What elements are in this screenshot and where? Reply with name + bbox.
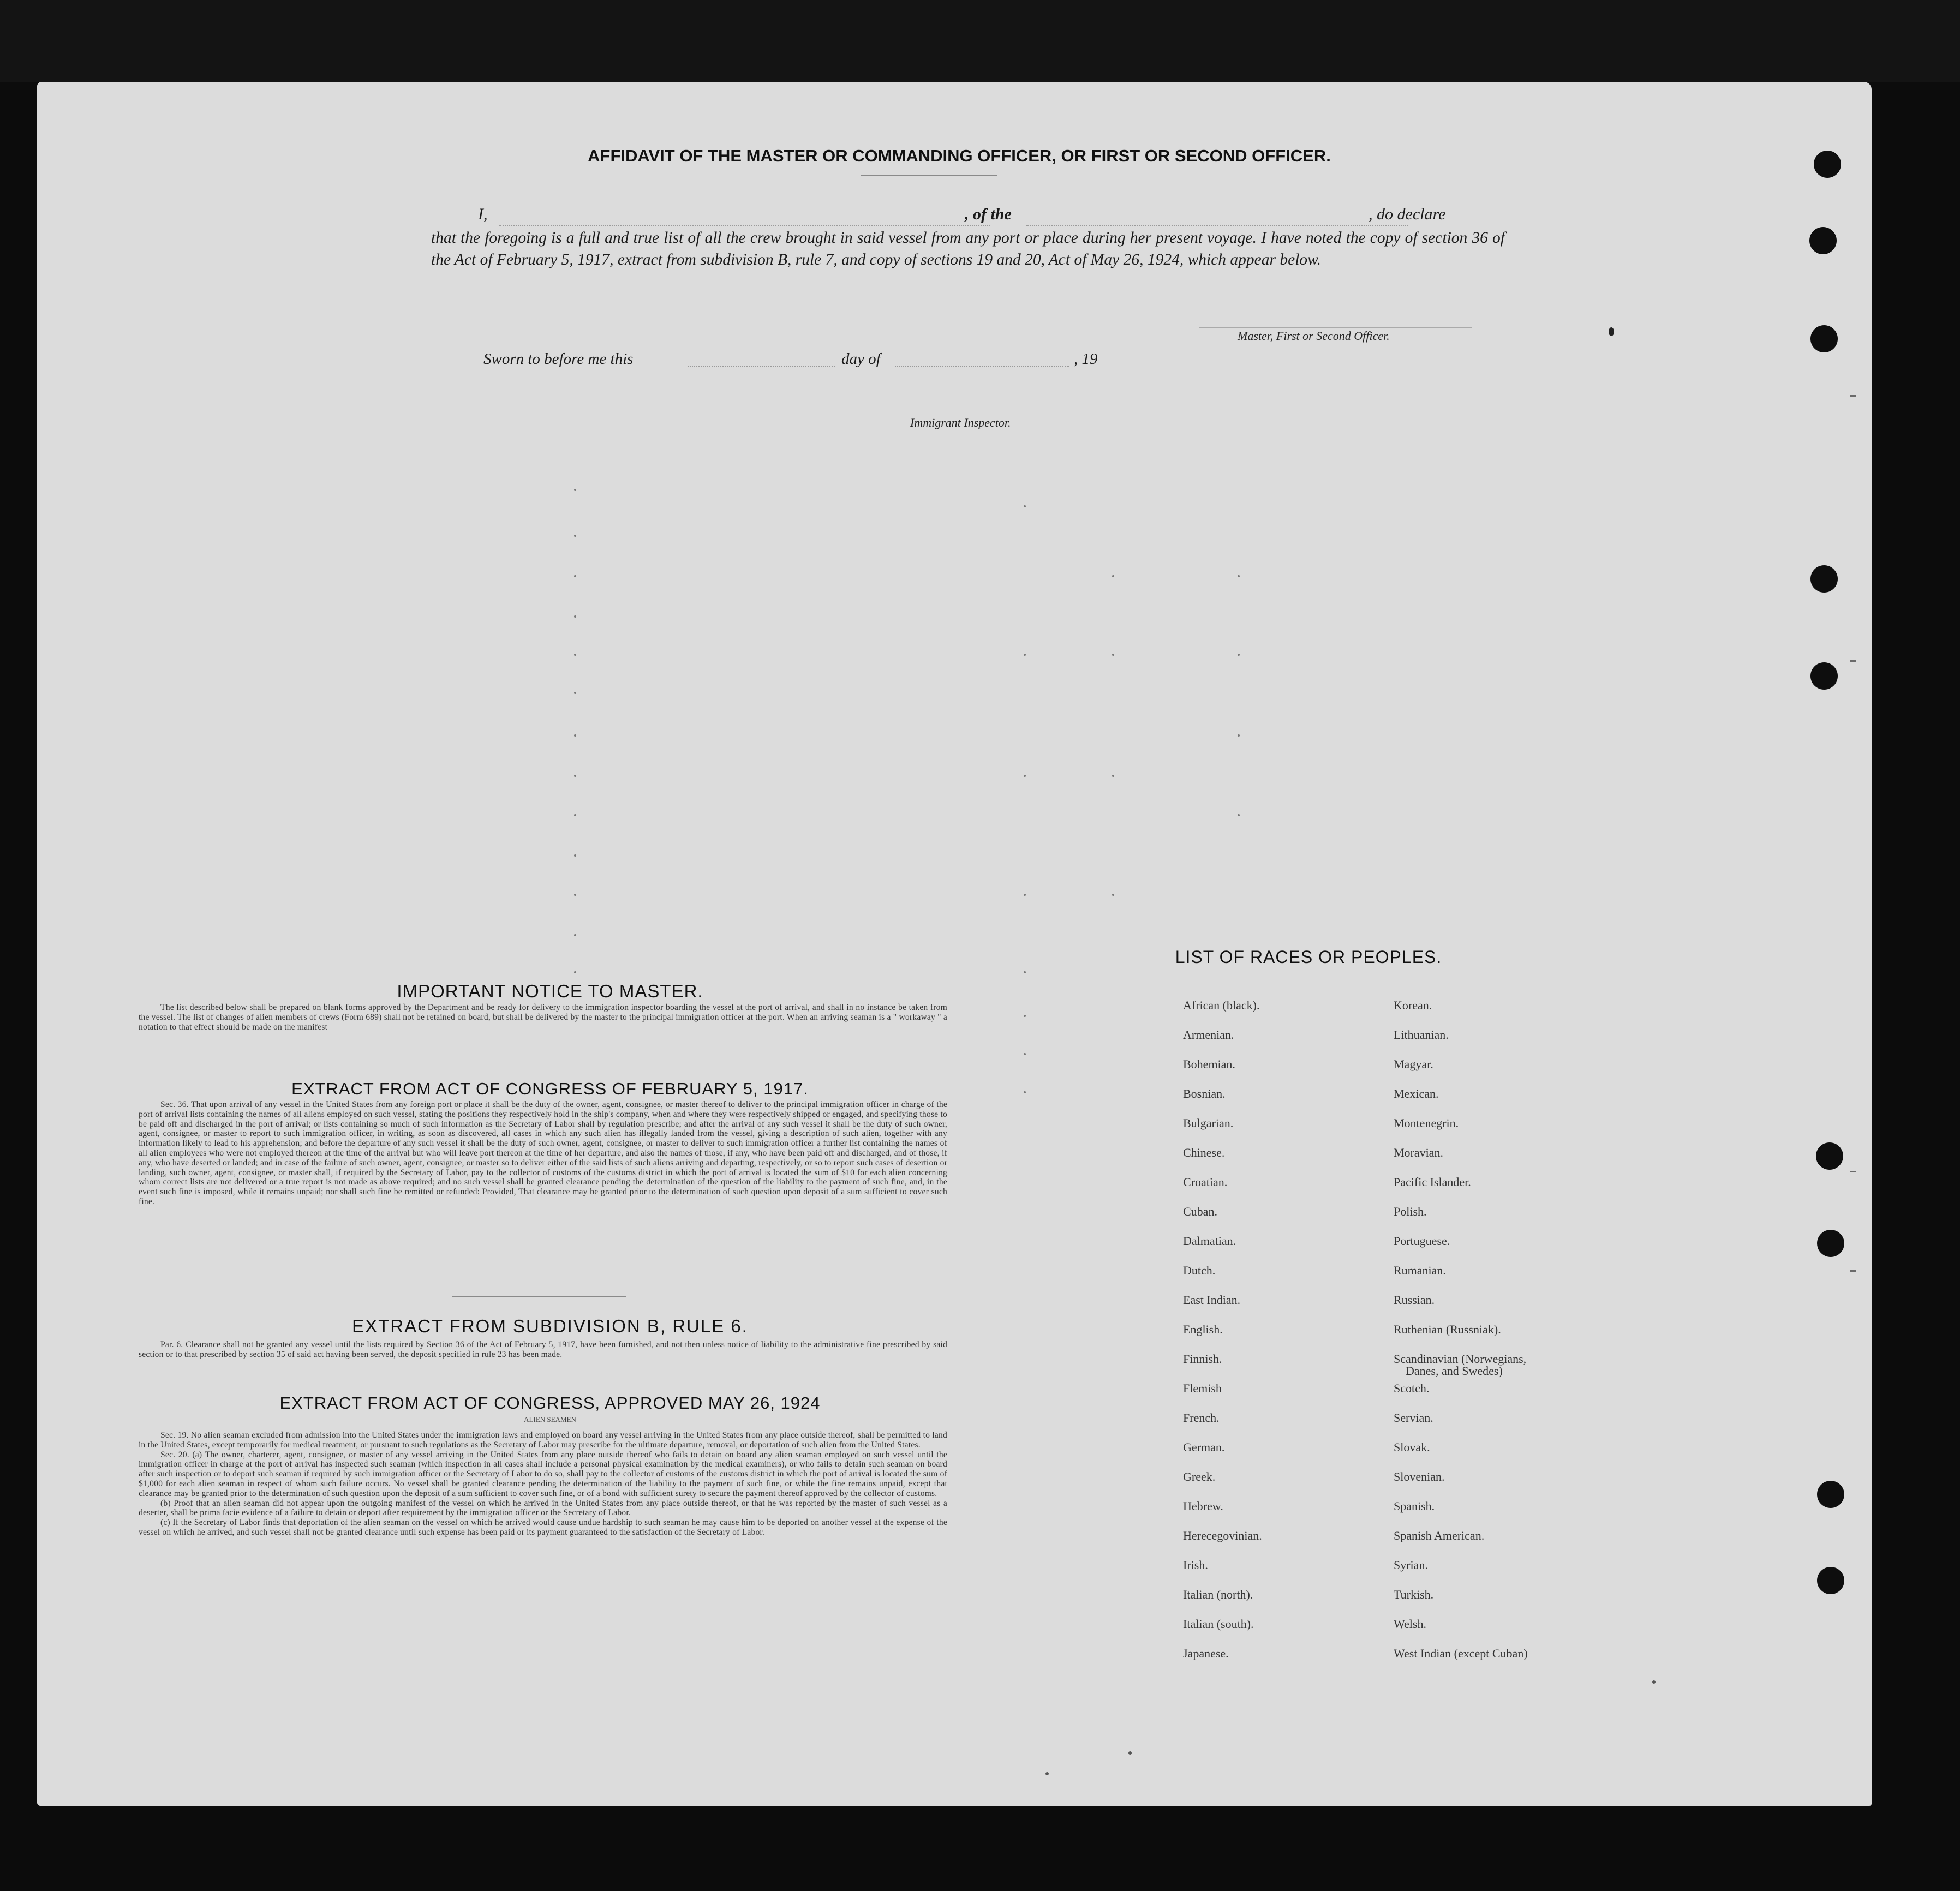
- binder-hole: [1816, 1142, 1843, 1170]
- race-item: Montenegrin.: [1394, 1116, 1459, 1130]
- race-item: Hebrew.: [1183, 1499, 1223, 1513]
- race-item: German.: [1183, 1440, 1225, 1454]
- binder-hole: [1817, 1567, 1844, 1594]
- master-caption: Master, First or Second Officer.: [1238, 329, 1390, 343]
- race-item: Servian.: [1394, 1411, 1433, 1425]
- scan-background: [0, 0, 1960, 82]
- race-item: Dalmatian.: [1183, 1234, 1236, 1248]
- rule6-title: EXTRACT FROM SUBDIVISION B, RULE 6.: [352, 1316, 748, 1336]
- race-item: Chinese.: [1183, 1146, 1225, 1159]
- section-20a-paragraph: Sec. 20. (a) The owner, charterer, agent, consignee, or master of any vessel arriving in the United States from any place outside thereof who fails to detain on board any alien seaman employed on such vessel until the immigration officer in charge at the port of arrival has inspected such seaman (which inspection in all cases shall include a personal physical examination by the medical examiners), or who fails to detain such seaman on board after such inspection or to deport such seaman if required by such immigration officer or the Secretary of Labor to do so, shall pay to the collector of customs of the customs district in which the port of arrival is located the sum of $1,000 for each alien seaman in respect of whom such failure occurs. No vessel shall be granted clearance pending the determination of the liability to the payment of such fine, or while the fine remains unpaid, except that clearance may be granted prior to the determination of such question upon the deposit of a sum sufficient to cover such fine, or of a bond with sufficient surety to secure the payment thereof approved by the collector of customs.: [139, 1450, 947, 1498]
- race-item: French.: [1183, 1411, 1220, 1425]
- race-item: East Indian.: [1183, 1293, 1241, 1307]
- binder-hole: [1817, 1481, 1844, 1508]
- races-left-column: [1183, 1000, 1262, 1677]
- race-item: Moravian.: [1394, 1146, 1444, 1159]
- binder-hole: [1814, 151, 1841, 178]
- affidavit-i: I,: [478, 205, 488, 223]
- race-item: Greek.: [1183, 1470, 1216, 1483]
- day-of-text: day of: [841, 350, 881, 368]
- race-item: Bulgarian.: [1183, 1116, 1234, 1130]
- inspector-caption: Immigrant Inspector.: [910, 416, 1011, 429]
- section-19-paragraph: Sec. 19. No alien seaman excluded from admission into the United States under the immigration laws and employed on board any vessel arriving in the United States from any place outside thereof, shall be permitted to land in the United States, except temporarily for medical treatment, or pursuant to such regulations as the Secretary of Labor may prescribe for the ultimate departure, removal, or deportation of such alien from the United States.: [139, 1431, 947, 1450]
- race-item: Slovak.: [1394, 1440, 1430, 1454]
- section-20b-paragraph: (b) Proof that an alien seaman did not appear upon the outgoing manifest of the vessel on which he arrived in the United States from any place outside thereof, or that he was reported by the master of such vessel as a deserter, shall be prima facie evidence of a failure to detain or deport after requirement by the immigration officer or the Secretary of Labor.: [139, 1498, 947, 1518]
- affidavit-of-the: , of the: [965, 205, 1012, 223]
- race-item: Pacific Islander.: [1394, 1175, 1471, 1189]
- race-item: Finnish.: [1183, 1352, 1222, 1366]
- race-item: Japanese.: [1183, 1647, 1229, 1660]
- notice-text: The list described below shall be prepared on blank forms approved by the Department and be ready for delivery to the immigration inspector boarding the vessel at the port of arrival, and shall in no instance be taken from the vessel. The list of changes of alien members of crews (Form 689) shall not be retained on board, but shall be delivered by the master to the principal immigration officer at the port. When an arriving seaman is a " workaway " a notation to that effect should be made on the manifest: [139, 1003, 947, 1032]
- affidavit-title-rule: [861, 175, 997, 176]
- race-item-continuation: Danes, and Swedes): [1406, 1364, 1503, 1378]
- extract-1917-title: EXTRACT FROM ACT OF CONGRESS OF FEBRUARY 5, 1917.: [291, 1079, 809, 1098]
- race-item: Flemish: [1183, 1381, 1222, 1395]
- race-item: Spanish.: [1394, 1499, 1435, 1513]
- affidavit-body: that the foregoing is a full and true list of all the crew brought in said vessel from any port or place during her present voyage. I have noted the copy of section 36 of the Act of February 5, 1917, extract from subdivision B, rule 7, and copy of sections 19 and 20, Act of May 26, 1924, which appear below.: [431, 229, 1505, 268]
- race-item-label: Scandinavian (Norwegians,: [1394, 1352, 1527, 1366]
- master-name-field[interactable]: [499, 225, 990, 226]
- race-item: Slovenian.: [1394, 1470, 1445, 1483]
- races-title: LIST OF RACES OR PEOPLES.: [1175, 947, 1442, 967]
- binder-hole: [1809, 227, 1837, 254]
- race-item: Bohemian.: [1183, 1057, 1235, 1071]
- extract-1924-text: [139, 1431, 947, 1537]
- affidavit-title: AFFIDAVIT OF THE MASTER OR COMMANDING OFFICER, OR FIRST OR SECOND OFFICER.: [588, 146, 1331, 165]
- extract-1924-subtitle: ALIEN SEAMEN: [524, 1415, 576, 1423]
- race-item: Ruthenian (Russniak).: [1394, 1322, 1501, 1336]
- race-item: African (black).: [1183, 998, 1260, 1012]
- race-item: Magyar.: [1394, 1057, 1433, 1071]
- sworn-day-field[interactable]: [688, 366, 835, 367]
- document-page: [37, 82, 1872, 1806]
- sworn-month-field[interactable]: [895, 366, 1069, 367]
- extract-1924-title: EXTRACT FROM ACT OF CONGRESS, APPROVED MAY 26, 1924: [279, 1393, 821, 1413]
- race-item: Irish.: [1183, 1558, 1208, 1572]
- race-item: Polish.: [1394, 1205, 1427, 1218]
- section-20c-paragraph: (c) If the Secretary of Labor finds that deportation of the alien seaman on the vessel on which he arrived would cause undue hardship to such seaman he may cause him to be deported on another vessel at the expense of the vessel on which he arrived, and such vessel shall not be granted clearance until such expense has been paid or its payment guaranteed to the satisfaction of the Secretary of Labor.: [139, 1518, 947, 1537]
- race-item: Herecegovinian.: [1183, 1529, 1262, 1542]
- race-item: Armenian.: [1183, 1028, 1234, 1042]
- sworn-text: Sworn to before me this: [483, 350, 634, 368]
- binder-hole: [1810, 325, 1838, 352]
- race-item: Rumanian.: [1394, 1264, 1446, 1277]
- race-item: Lithuanian.: [1394, 1028, 1449, 1042]
- race-item: Mexican.: [1394, 1087, 1439, 1100]
- race-item: Scotch.: [1394, 1381, 1430, 1395]
- race-item: Turkish.: [1394, 1588, 1434, 1601]
- notice-title: IMPORTANT NOTICE TO MASTER.: [397, 981, 703, 1001]
- extract-1917-text: Sec. 36. That upon arrival of any vessel in the United States from any foreign port or place it shall be the duty of the owner, agent, consignee, or master thereof to deliver to the principal immigration officer in charge of the port of arrival lists containing the names of all aliens employed on such vessel, stating the positions they respectively hold in the ship's company, when and where they were respectively shipped or engaged, and specifying those to be paid off and discharged in the port of arrival; or lists containing so much of such information as the Secretary of Labor shall by regulation prescribe; and after the arrival of any such vessel it shall be the duty of such owner, agent, consignee, or master to report to such immigration officer, in writing, as soon as discovered, all cases in which any such alien has illegally landed from the vessel, giving a description of such alien, together with any information likely to lead to his apprehension; and before the departure of any such vessel it shall be the duty of such owner, agent, consignee, or master to deliver to such immigration officer a further list containing the names of all alien employees who were not employed thereon at the time of the arrival but who will leave port thereon at the time of her departure, and also the names of those, if any, who have been paid off and discharged, and of those, if any, who have deserted or landed; and in case of the failure of such owner, agent, consignee, or master so to deliver either of the said lists of such aliens arriving and departing, respectively, or so to report such cases of desertion or landing, such owner, agent, consignee, or master shall, if required by the Secretary of Labor, pay to the collector of customs of the customs district in which the port of arrival is located the sum of $10 for each alien concerning whom correct lists are not delivered or a true report is not made as above required; and no such vessel shall be granted clearance pending the determination of the question of the liability to the payment of such fine, and, in the event such fine is imposed, while it remains unpaid; nor shall such fine be remitted or refunded: Provided, That clearance may be granted prior to the determination of such question upon deposit of a sum sufficient to cover such fine.: [139, 1100, 947, 1206]
- race-item: Italian (north).: [1183, 1588, 1253, 1601]
- binder-hole: [1817, 1230, 1844, 1257]
- master-signature-line[interactable]: [1199, 327, 1472, 328]
- races-right-column: [1394, 1000, 1528, 1677]
- race-item-scandinavian: [1394, 1353, 1528, 1383]
- extract-1917-rule: [452, 1296, 626, 1297]
- rule6-text: Par. 6. Clearance shall not be granted any vessel until the lists required by Section 36 of the Act of February 5, 1917, have been furnished, and not then unless notice of liability to the administrative fine prescribed by said section or to that prescribed by section 35 of said act having been served, the deposit specified in rule 23 has been made.: [139, 1340, 947, 1359]
- affidavit-do-declare: , do declare: [1369, 205, 1446, 223]
- race-item: Portuguese.: [1394, 1234, 1450, 1248]
- race-item: Welsh.: [1394, 1617, 1426, 1631]
- race-item: English.: [1183, 1322, 1223, 1336]
- race-item: Spanish American.: [1394, 1529, 1485, 1542]
- race-item: Croatian.: [1183, 1175, 1228, 1189]
- year-text: , 19: [1074, 350, 1098, 368]
- vessel-name-field[interactable]: [1026, 225, 1408, 226]
- race-item: Korean.: [1394, 998, 1432, 1012]
- race-item: Cuban.: [1183, 1205, 1217, 1218]
- binder-hole: [1810, 565, 1838, 593]
- race-item: Bosnian.: [1183, 1087, 1226, 1100]
- race-item: Russian.: [1394, 1293, 1435, 1307]
- race-item: Syrian.: [1394, 1558, 1428, 1572]
- race-item: Dutch.: [1183, 1264, 1216, 1277]
- binder-hole: [1810, 662, 1838, 690]
- race-item: West Indian (except Cuban): [1394, 1647, 1528, 1660]
- race-item: Italian (south).: [1183, 1617, 1254, 1631]
